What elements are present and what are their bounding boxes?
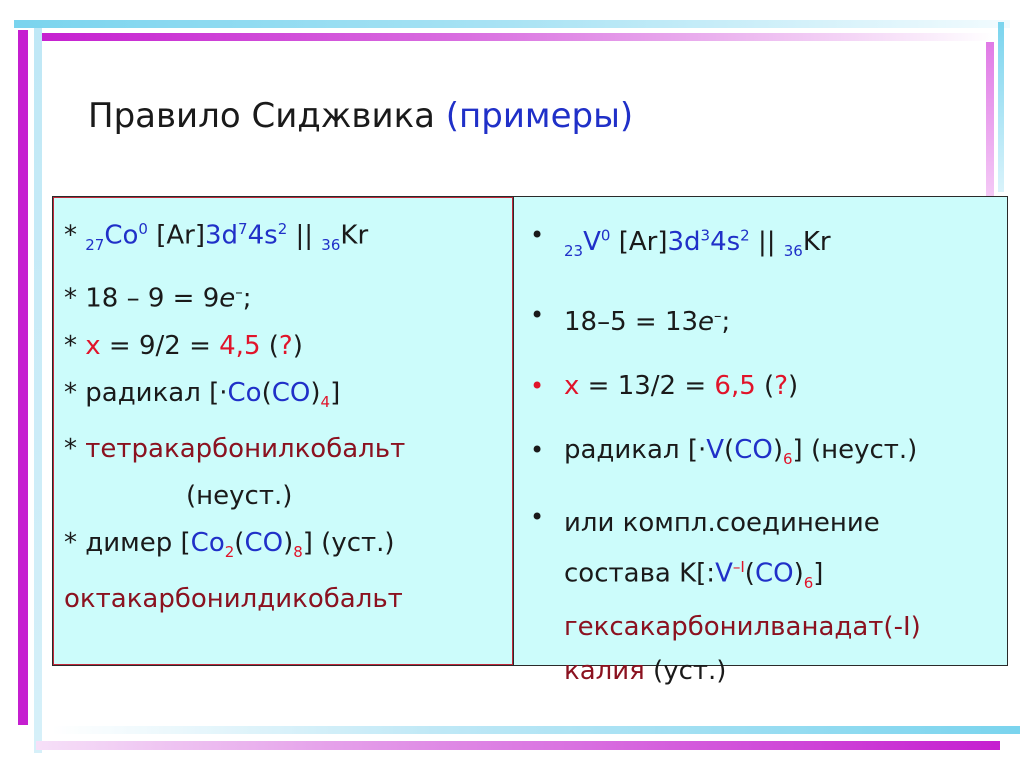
cobalt-line	[64, 473, 512, 520]
vanadium-item	[524, 422, 1007, 487]
text-run: ||	[749, 226, 784, 257]
cobalt-column	[53, 197, 513, 665]
text-run: [Ar]	[147, 220, 205, 251]
vanadium-item	[524, 358, 1007, 414]
superscript: –	[714, 305, 722, 324]
left-cyan-bar	[34, 28, 42, 753]
text-run: )	[788, 370, 799, 401]
cobalt-line	[64, 323, 512, 370]
bullet-dot-icon: •	[530, 435, 545, 464]
top-cyan-bar	[14, 20, 1010, 28]
text-run: ] (уст.)	[302, 527, 395, 558]
text-run: (	[234, 527, 245, 558]
text-run: CO	[734, 434, 773, 465]
text-run: состава K[:	[564, 558, 716, 589]
subscript: 6	[803, 573, 814, 592]
text-run: )	[292, 330, 303, 361]
text-run: ·	[219, 377, 228, 408]
text-run: ;	[721, 306, 731, 337]
text-run: x	[564, 370, 580, 401]
text-run: (	[724, 434, 735, 465]
text-run: (	[261, 377, 272, 408]
text-run: или компл.соединение	[564, 507, 880, 538]
superscript: 2	[740, 226, 750, 244]
vanadium-item	[524, 495, 1007, 693]
superscript: 0	[600, 226, 611, 244]
bullet-dot-icon: •	[530, 502, 545, 531]
vanadium-line	[564, 307, 730, 337]
vanadium-line	[564, 501, 1007, 545]
subscript: 2	[224, 542, 235, 561]
text-run: x	[85, 330, 101, 361]
vanadium-line	[564, 226, 831, 260]
subscript: 36	[321, 235, 341, 254]
cobalt-line	[64, 576, 512, 623]
text-run: (уст.)	[644, 655, 727, 686]
cobalt-line	[64, 370, 512, 426]
text-run: * радикал [	[64, 377, 220, 408]
vanadium-bullet-list	[524, 207, 1007, 693]
text-run: [Ar]	[610, 226, 668, 257]
superscript: 0	[138, 220, 148, 238]
text-run: калия	[564, 655, 645, 686]
left-magenta-bar	[18, 30, 28, 725]
text-run: ] (неуст.)	[792, 434, 918, 465]
text-run: )	[310, 377, 321, 408]
cobalt-line	[64, 206, 512, 269]
text-run: тетракарбонилкобальт	[85, 433, 406, 464]
text-run: 3d	[667, 226, 701, 257]
text-run: Kr	[340, 220, 369, 251]
text-run: ?	[774, 370, 788, 401]
vanadium-line	[564, 371, 798, 401]
text-run: CO	[271, 377, 311, 408]
text-run: V	[715, 558, 733, 589]
text-run: (	[755, 370, 775, 401]
vanadium-column	[513, 197, 1007, 686]
title-main: Правило Сиджвика	[88, 96, 446, 136]
text-run: Co	[190, 527, 225, 558]
superscript: –I	[732, 557, 745, 576]
subscript: 6	[782, 449, 793, 468]
text-run: ||	[287, 220, 322, 251]
text-run: e	[698, 306, 715, 337]
vanadium-line	[564, 545, 1007, 605]
text-run: ·	[697, 434, 707, 465]
content-table	[52, 196, 1008, 686]
right-magenta-bar	[986, 42, 994, 197]
cobalt-line	[64, 269, 512, 323]
text-run: )	[772, 434, 783, 465]
bottom-magenta-bar	[36, 741, 1000, 750]
text-run: 4,5	[219, 330, 261, 361]
text-run: *	[64, 220, 86, 251]
text-run: ]	[330, 377, 341, 408]
text-run: 3d	[205, 220, 239, 251]
text-run: * 18 – 9 = 9	[64, 283, 220, 314]
vanadium-line	[564, 649, 1007, 693]
text-run: радикал [	[564, 434, 698, 465]
text-run: *	[64, 330, 86, 361]
text-run: )	[793, 558, 804, 589]
text-run: ;	[242, 283, 252, 314]
text-run: = 13/2 =	[579, 370, 715, 401]
text-run: V	[583, 226, 601, 257]
text-run: = 9/2 =	[100, 330, 220, 361]
subscript: 23	[564, 241, 584, 260]
text-run: e	[219, 283, 236, 314]
bottom-cyan-bar	[52, 726, 1020, 734]
text-run: 4s	[710, 226, 741, 257]
cobalt-line	[64, 426, 512, 473]
slide-title	[88, 96, 633, 136]
vanadium-item	[524, 287, 1007, 350]
top-magenta-bar	[34, 33, 994, 41]
text-run: (	[744, 558, 755, 589]
text-run: гексакарбонилванадат(-I)	[564, 611, 921, 642]
cobalt-line	[64, 520, 512, 576]
subscript: 27	[85, 235, 105, 254]
superscript: 3	[700, 226, 711, 244]
text-run: 6,5	[714, 370, 756, 401]
text-run: Kr	[802, 226, 831, 257]
right-cyan-bar	[998, 22, 1004, 192]
vanadium-line	[564, 434, 918, 468]
text-run: )	[283, 527, 294, 558]
bullet-dot-icon: •	[530, 221, 545, 249]
text-run: V	[706, 434, 725, 465]
text-run: ?	[278, 330, 293, 361]
subscript: 36	[783, 241, 803, 260]
text-run: Co	[227, 377, 262, 408]
text-run: 18–5 = 13	[564, 306, 699, 337]
bullet-dot-icon: •	[530, 371, 545, 400]
subscript: 8	[293, 542, 303, 561]
text-run: (неуст.)	[186, 480, 293, 511]
text-run: Co	[104, 220, 139, 251]
text-run: 4s	[247, 220, 278, 251]
text-run: CO	[754, 558, 794, 589]
superscript: 7	[238, 220, 248, 238]
bullet-dot-icon: •	[530, 300, 545, 329]
vanadium-item	[524, 207, 1007, 279]
text-run: *	[64, 433, 86, 464]
text-run: ]	[813, 558, 824, 589]
text-run: (	[260, 330, 279, 361]
text-run: CO	[244, 527, 284, 558]
superscript: –	[235, 282, 243, 301]
subscript: 4	[320, 392, 331, 411]
text-run: октакарбонилдикобальт	[64, 583, 403, 614]
vanadium-line	[564, 605, 1007, 649]
text-run: * димер [	[64, 527, 191, 558]
title-accent: (примеры)	[445, 96, 634, 136]
superscript: 2	[277, 220, 288, 238]
